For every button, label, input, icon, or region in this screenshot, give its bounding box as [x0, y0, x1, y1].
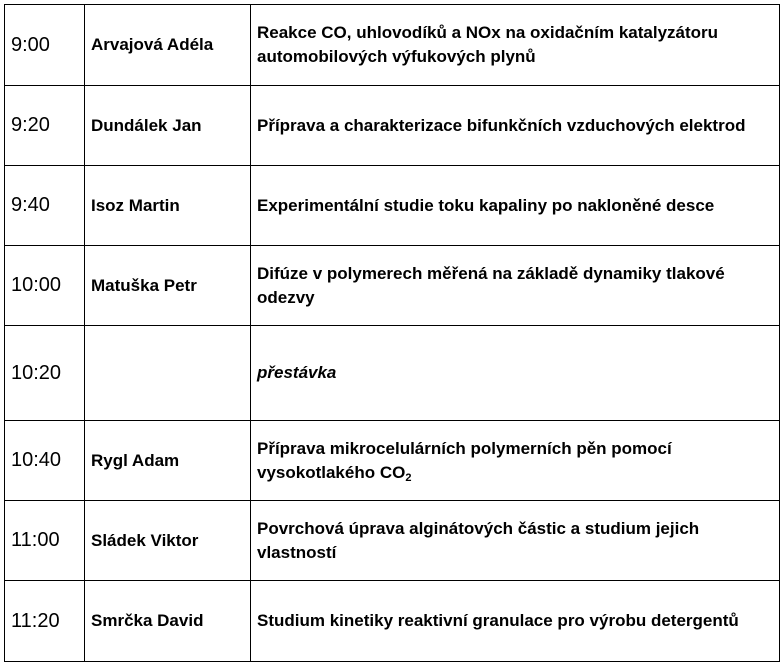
- time-cell: 9:40: [5, 166, 85, 246]
- table-row: [5, 421, 780, 501]
- speaker-name-cell: Dundálek Jan: [85, 86, 251, 166]
- table-row: [5, 246, 780, 326]
- time-cell: 10:20: [5, 326, 85, 421]
- speaker-name-cell: Rygl Adam: [85, 421, 251, 501]
- talk-title-cell: Příprava a charakterizace bifunkčních vzduchových elektrod: [251, 86, 780, 166]
- table-row: [5, 166, 780, 246]
- talk-title-cell: Povrchová úprava alginátových částic a studium jejich vlastností: [251, 501, 780, 581]
- time-cell: 10:00: [5, 246, 85, 326]
- talk-title-cell: Studium kinetiky reaktivní granulace pro výrobu detergentů: [251, 581, 780, 662]
- talk-title-cell: Difúze v polymerech měřená na základě dynamiky tlakové odezvy: [251, 246, 780, 326]
- talk-title-cell: [251, 421, 780, 501]
- time-cell: 9:00: [5, 5, 85, 86]
- time-cell: 11:00: [5, 501, 85, 581]
- time-cell: 10:40: [5, 421, 85, 501]
- talk-title-cell: Reakce CO, uhlovodíků a NOx na oxidačním katalyzátoru automobilových výfukových plynů: [251, 5, 780, 86]
- table-row: [5, 86, 780, 166]
- time-cell: 11:20: [5, 581, 85, 662]
- table-row-break: [5, 326, 780, 421]
- speaker-name-cell: Isoz Martin: [85, 166, 251, 246]
- table-row: [5, 581, 780, 662]
- schedule-table: [4, 4, 780, 662]
- speaker-name-cell: Sládek Viktor: [85, 501, 251, 581]
- speaker-name-cell: Smrčka David: [85, 581, 251, 662]
- speaker-name-cell: Arvajová Adéla: [85, 5, 251, 86]
- table-row: [5, 501, 780, 581]
- time-cell: 9:20: [5, 86, 85, 166]
- speaker-name-cell: [85, 326, 251, 421]
- talk-title-cell: Experimentální studie toku kapaliny po nakloněné desce: [251, 166, 780, 246]
- table-row: [5, 5, 780, 86]
- break-label-cell: přestávka: [251, 326, 780, 421]
- subscript-text: 2: [405, 471, 412, 484]
- talk-title-text: Příprava mikrocelulárních polymerních pěn pomocí vysokotlakého CO: [257, 438, 672, 482]
- speaker-name-cell: Matuška Petr: [85, 246, 251, 326]
